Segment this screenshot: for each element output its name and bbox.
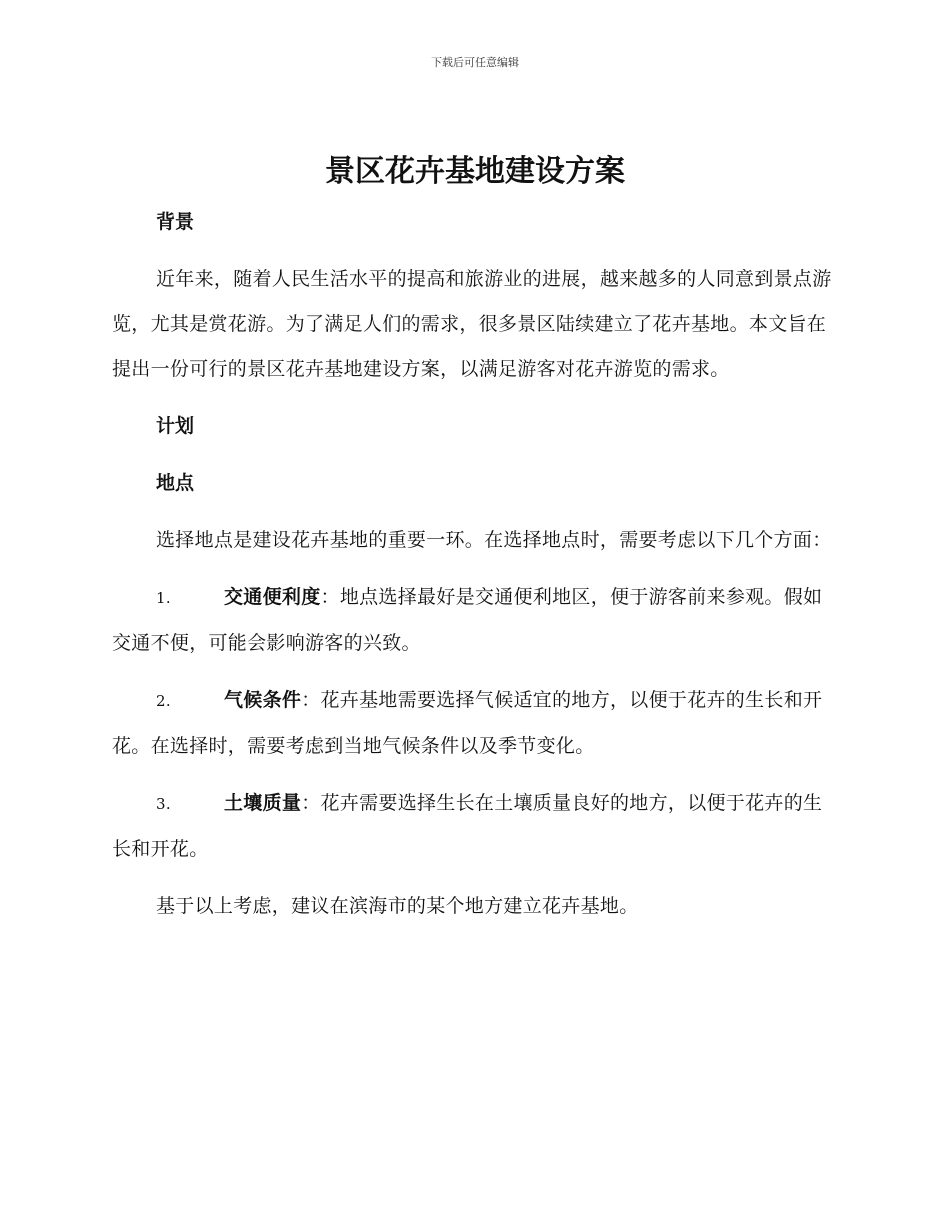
spacer bbox=[112, 392, 834, 404]
list-text: ：地点选择最好是交通便利地区，便于游客前来参观。假如交通不便，可能会影响游客的兴致。 bbox=[112, 586, 823, 654]
spacer bbox=[112, 506, 834, 518]
section-heading-location: 地点 bbox=[156, 472, 195, 494]
list-item bbox=[112, 575, 834, 666]
section-heading-plan: 计划 bbox=[156, 415, 195, 437]
list-text: ：花卉基地需要选择气候适宜的地方，以便于花卉的生长和开花。在选择时，需要考虑到当地气候条件以及季节变化。 bbox=[112, 689, 823, 757]
list-item bbox=[112, 781, 834, 872]
list-number: 1. bbox=[156, 589, 171, 607]
spacer bbox=[112, 449, 834, 461]
spacer bbox=[112, 245, 834, 257]
section-heading-background: 背景 bbox=[156, 211, 195, 233]
list-number: 3. bbox=[156, 795, 171, 813]
list-item bbox=[112, 678, 834, 769]
list-number: 2. bbox=[156, 692, 171, 710]
list-text: ：花卉需要选择生长在土壤质量良好的地方，以便于花卉的生长和开花。 bbox=[112, 792, 823, 860]
spacer bbox=[112, 769, 834, 781]
background-paragraph: 近年来，随着人民生活水平的提高和旅游业的进展，越来越多的人同意到景点游览，尤其是赏花游。为了满足人们的需求，很多景区陆续建立了花卉基地。本文旨在提出一份可行的景区花卉基地建设方案，以满足游客对花卉游览的需求。 bbox=[112, 268, 832, 380]
document-body bbox=[112, 200, 834, 929]
document-title: 景区花卉基地建设方案 bbox=[325, 154, 625, 189]
list-term: 气候条件 bbox=[224, 689, 302, 711]
conclusion-paragraph: 基于以上考虑，建议在滨海市的某个地方建立花卉基地。 bbox=[156, 895, 639, 917]
spacer bbox=[112, 563, 834, 575]
list-term: 交通便利度 bbox=[224, 586, 321, 608]
spacer bbox=[112, 666, 834, 678]
page-header-note: 下载后可任意编辑 bbox=[431, 56, 519, 69]
location-intro-paragraph: 选择地点是建设花卉基地的重要一环。在选择地点时，需要考虑以下几个方面： bbox=[156, 529, 832, 551]
list-term: 土壤质量 bbox=[224, 792, 302, 814]
spacer bbox=[112, 872, 834, 884]
